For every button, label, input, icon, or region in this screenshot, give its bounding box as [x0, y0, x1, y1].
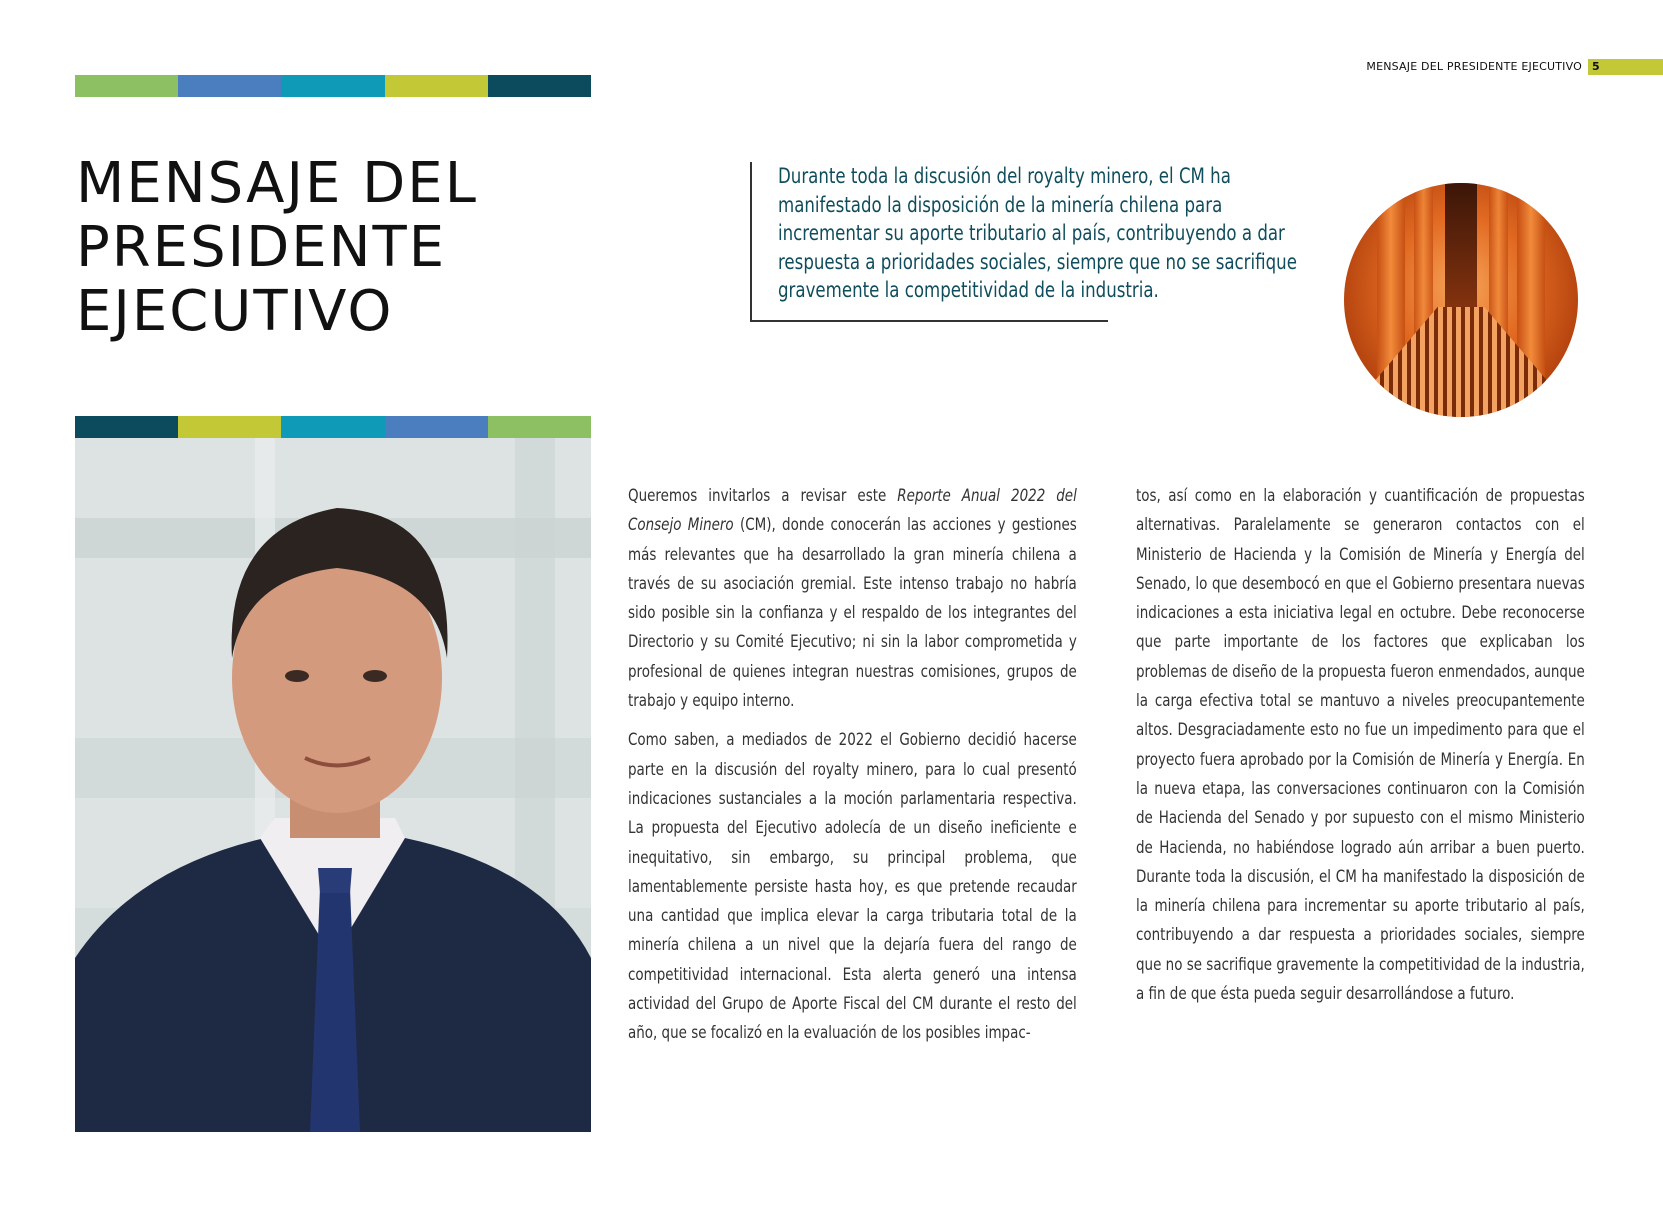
- color-bar-segment-green: [75, 75, 178, 97]
- color-bar-segment-navy: [75, 416, 178, 438]
- body-paragraph-1-start: Queremos invitarlos a revisar este: [628, 486, 898, 506]
- body-column-right: [1136, 482, 1586, 1019]
- color-bar-segment-blue: [178, 75, 281, 97]
- color-bar-segment-navy: [488, 75, 591, 97]
- color-bar-segment-lime: [178, 416, 281, 438]
- running-header-title: MENSAJE DEL PRESIDENTE EJECUTIVO: [1366, 60, 1582, 73]
- color-bar-segment-teal: [281, 416, 384, 438]
- color-bar-segment-teal: [281, 75, 384, 97]
- report-title: Reporte Anual 2022 del Consejo Minero: [628, 486, 1077, 536]
- running-header: [1366, 59, 1663, 75]
- body-paragraph-2-continued: tos, así como en la elaboración y cuantificación de propuestas alternativas. Paralelamente se generaron contactos con el Ministerio de Hacienda y la Comisión de Minería y Energía del Senado, lo que desembocó en que el Gobierno presentara nuevas indicaciones a esta iniciativa legal en octubre. Debe reconocerse que parte importante de los factores que explicaban los problemas de diseño de la propuesta fueron enmendados, aunque la carga efectiva total se mantuvo a niveles preocupantemente altos. Desgraciadamente esto no fue un impedimento para que el proyecto fuera aprobado por la Comisión de Minería y Energía. En la nueva etapa, las conversaciones continuaron con la Comisión de Hacienda del Senado y por supuesto con el mismo Ministerio de Hacienda, no habiéndose logrado aún arribar a buen puerto. Durante toda la discusión, el CM ha manifestado la disposición de la minería chilena para incrementar su aporte tributario al país, contribuyendo a dar respuesta a prioridades sociales, siempre que no se sacrifique gravemente la competitividad de la industria, a fin de que ésta pueda seguir desarrollándose a futuro.: [1136, 486, 1585, 1005]
- pullquote: [750, 162, 1297, 322]
- page-title-line-3: EJECUTIVO: [76, 279, 394, 344]
- color-bar-top: [75, 75, 591, 97]
- page-title-line-1: MENSAJE DEL: [76, 151, 478, 216]
- copper-cathodes-photo: [1344, 183, 1578, 417]
- executive-portrait-photo: [75, 438, 591, 1132]
- color-bar-segment-green: [488, 416, 591, 438]
- pullquote-text: Durante toda la discusión del royalty minero, el CM ha manifestado la disposición de la minería chilena para incrementar su aporte tributario al país, contribuyendo a dar respuesta a prioridades sociales, siempre que no se sacrifique gravemente la competitividad de la industria.: [778, 164, 1297, 302]
- page-title-line-2: PRESIDENTE: [76, 215, 447, 280]
- body-paragraph-2: Como saben, a mediados de 2022 el Gobierno decidió hacerse parte en la discusión del royalty minero, para lo cual presentó indicaciones sustanciales a la moción parlamentaria respectiva. La propuesta del Ejecutivo adolecía de un diseño ineficiente e inequitativo, sin embargo, su principal problema, que lamentablemente persiste hasta hoy, es que pretende recaudar una cantidad que implica elevar la carga tributaria total de la minería chilena a un nivel que la dejaría fuera del rango de competitividad internacional. Esta alerta generó una intensa actividad del Grupo de Aporte Fiscal del CM durante el resto del año, que se focalizó en la evaluación de los posibles impac-: [628, 730, 1077, 1044]
- page-title: [76, 152, 478, 344]
- color-bar-segment-lime: [385, 75, 488, 97]
- body-paragraph-1-end: (CM), donde conocerán las acciones y gestiones más relevantes que ha desarrollado la gran minería chilena a través de su asociación gremial. Este intenso trabajo no habría sido posible sin la confianza y el respaldo de los integrantes del Directorio y su Comité Ejecutivo; ni sin la labor comprometida y profesional de quienes integran nuestras comisiones, grupos de trabajo y equipo interno.: [628, 515, 1077, 712]
- portrait-illustration: [75, 438, 591, 1132]
- page-number: 5: [1588, 59, 1663, 75]
- body-column-left: [628, 482, 1078, 1059]
- color-bar-middle: [75, 416, 591, 438]
- body-paragraph-1: [628, 482, 1077, 716]
- color-bar-segment-blue: [385, 416, 488, 438]
